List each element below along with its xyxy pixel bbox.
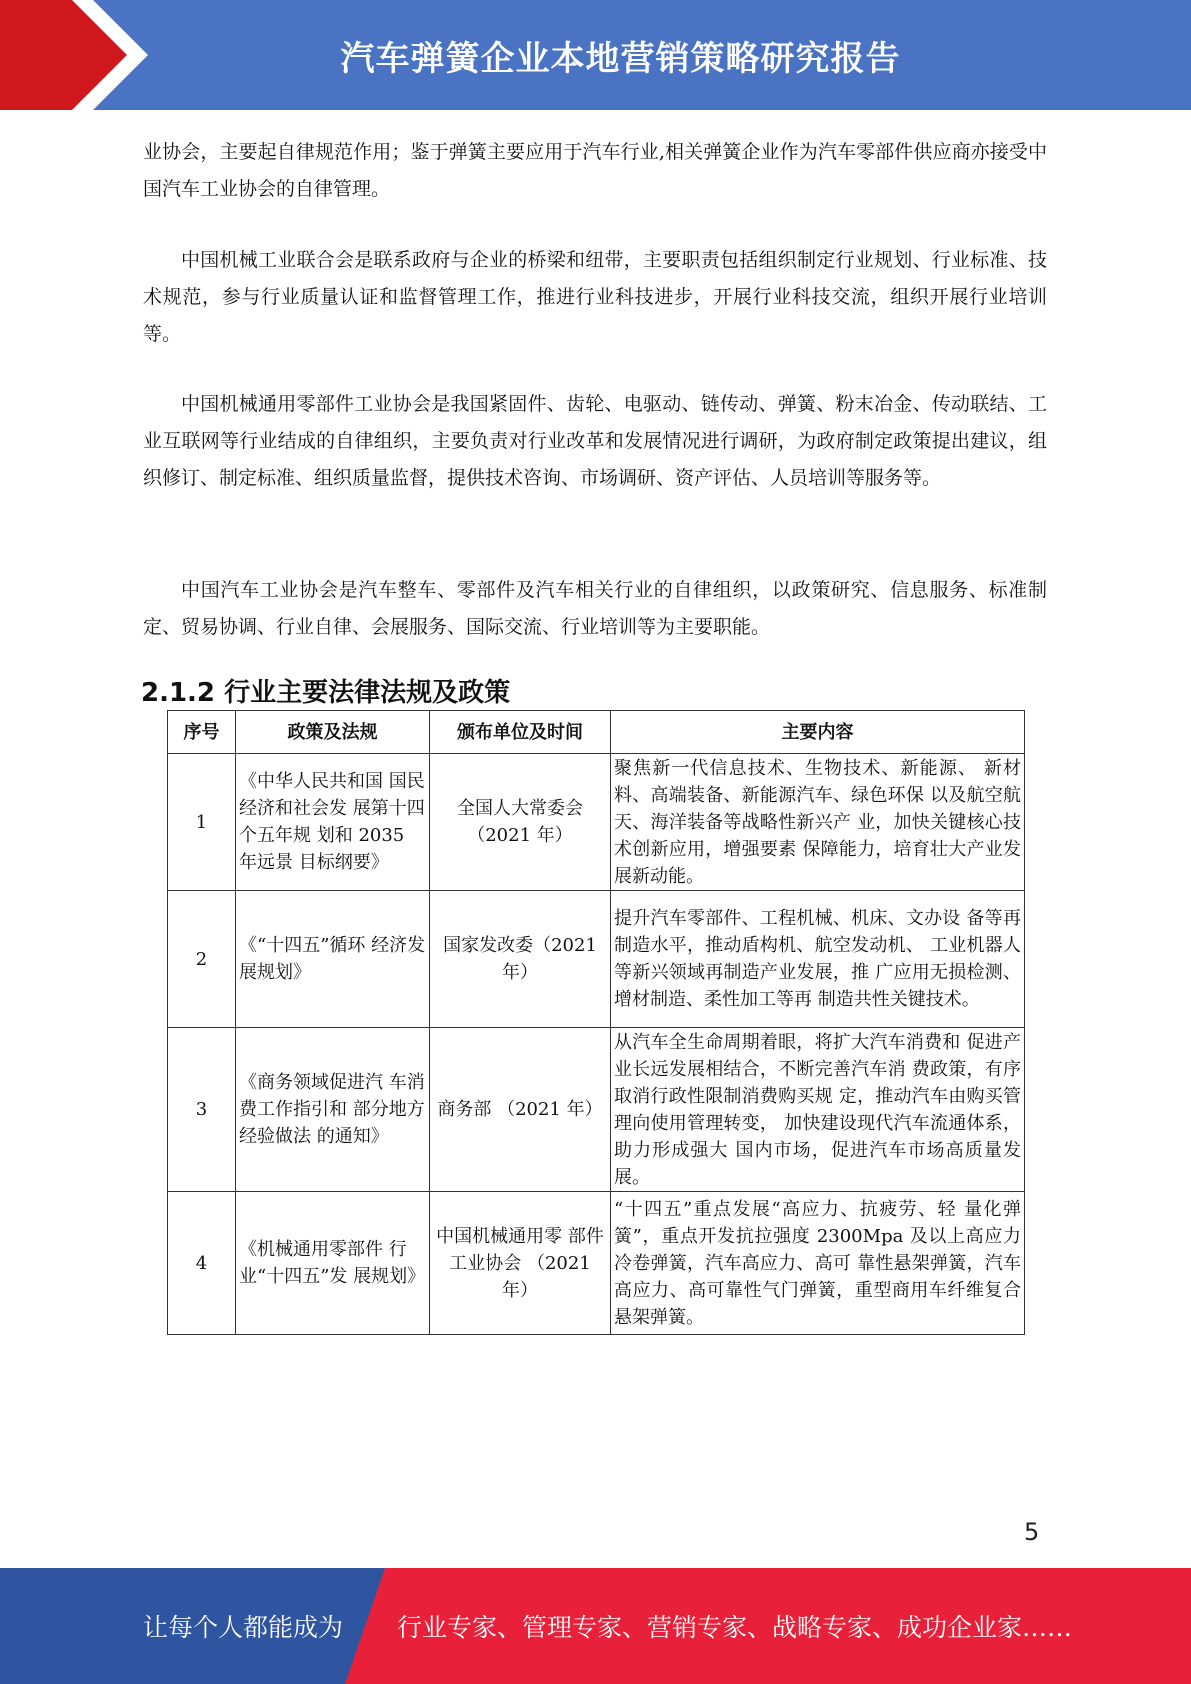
cell-no: 3 bbox=[168, 1028, 236, 1192]
paragraph-2: 中国机械工业联合会是联系政府与企业的桥梁和纽带，主要职责包括组织制定行业规划、行业标准、技术规范，参与行业质量认证和监督管理工作，推进行业科技进步，开展行业科技交流，组织开展行业培训等。 bbox=[143, 249, 1047, 345]
cell-content: 从汽车全生命周期着眼，将扩大汽车消费和 促进产业长远发展相结合，不断完善汽车消 费政策，有序取消行政性限制消费购买规 定，推动汽车由购买管理向使用管理转变， 加快建设现代汽车流通体系，助力形成强大 国内市场，促进汽车市场高质量发展。 bbox=[611, 1028, 1025, 1192]
footer-slogan-right: 行业专家、管理专家、营销专家、战略专家、成功企业家…… bbox=[397, 1613, 1073, 1642]
header-no: 序号 bbox=[168, 711, 236, 754]
cell-issuer: 中国机械通用零 部件工业协会 （2021 年） bbox=[430, 1192, 611, 1335]
page-number: 5 bbox=[1024, 1518, 1040, 1546]
cell-no: 2 bbox=[168, 891, 236, 1028]
policy-table bbox=[167, 710, 1025, 1335]
table-row bbox=[168, 891, 1025, 1028]
cell-policy: 《中华人民共和国 国民经济和社会发 展第十四个五年规 划和 2035 年远景 目标纲要》 bbox=[236, 754, 430, 891]
cell-content: 提升汽车零部件、工程机械、机床、文办设 备等再制造水平，推动盾构机、航空发动机、 工业机器人等新兴领域再制造产业发展，推 广应用无损检测、增材制造、柔性加工等再 制造共性关键技术。 bbox=[611, 891, 1025, 1028]
paragraph-3: 中国机械通用零部件工业协会是我国紧固件、齿轮、电驱动、链传动、弹簧、粉末冶金、传动联结、工业互联网等行业结成的自律组织，主要负责对行业改革和发展情况进行调研，为政府制定政策提出建议，组织修订、制定标准、组织质量监督，提供技术咨询、市场调研、资产评估、人员培训等服务等。 bbox=[143, 393, 1047, 489]
footer-slogan-left: 让每个人都能成为 bbox=[143, 1613, 344, 1642]
cell-issuer: 全国人大常委会（2021 年） bbox=[430, 754, 611, 891]
cell-issuer: 国家发改委（2021 年） bbox=[430, 891, 611, 1028]
paragraph-1: 业协会，主要起自律规范作用；鉴于弹簧主要应用于汽车行业,相关弹簧企业作为汽车零部件供应商亦接受中国汽车工业协会的自律管理。 bbox=[143, 141, 1047, 200]
cell-content: 聚焦新一代信息技术、生物技术、新能源、 新材料、高端装备、新能源汽车、绿色环保 以及航空航天、海洋装备等战略性新兴产 业，加快关键核心技术创新应用，增强要素 保障能力，培育壮大产业发展新动能。 bbox=[611, 754, 1025, 891]
report-title: 汽车弹簧企业本地营销策略研究报告 bbox=[340, 38, 901, 79]
header-arrow-decoration bbox=[0, 0, 180, 110]
table-row bbox=[168, 754, 1025, 891]
table-header-row bbox=[168, 711, 1025, 754]
cell-no: 1 bbox=[168, 754, 236, 891]
header-content: 主要内容 bbox=[611, 711, 1025, 754]
cell-no: 4 bbox=[168, 1192, 236, 1335]
cell-issuer: 商务部 （2021 年） bbox=[430, 1028, 611, 1192]
cell-policy: 《商务领域促进汽 车消费工作指引和 部分地方经验做法 的通知》 bbox=[236, 1028, 430, 1192]
page-footer bbox=[0, 1568, 1191, 1684]
cell-policy: 《“十四五”循环 经济发展规划》 bbox=[236, 891, 430, 1028]
header-policy: 政策及法规 bbox=[236, 711, 430, 754]
cell-policy: 《机械通用零部件 行业“十四五”发 展规划》 bbox=[236, 1192, 430, 1335]
cell-content: “十四五”重点发展“高应力、抗疲劳、轻 量化弹簧”，重点开发抗拉强度 2300Mpa 及以上高应力冷卷弹簧，汽车高应力、高可 靠性悬架弹簧，汽车高应力、高可靠性气门弹簧，重型商用车纤维复合悬架弹簧。 bbox=[611, 1192, 1025, 1335]
header-issuer: 颁布单位及时间 bbox=[430, 711, 611, 754]
page-header bbox=[0, 0, 1191, 110]
table-row bbox=[168, 1028, 1025, 1192]
section-heading: 2.1.2 行业主要法律法规及政策 bbox=[141, 678, 511, 708]
table-row bbox=[168, 1192, 1025, 1335]
paragraph-4: 中国汽车工业协会是汽车整车、零部件及汽车相关行业的自律组织，以政策研究、信息服务、标准制定、贸易协调、行业自律、会展服务、国际交流、行业培训等为主要职能。 bbox=[143, 579, 1047, 638]
